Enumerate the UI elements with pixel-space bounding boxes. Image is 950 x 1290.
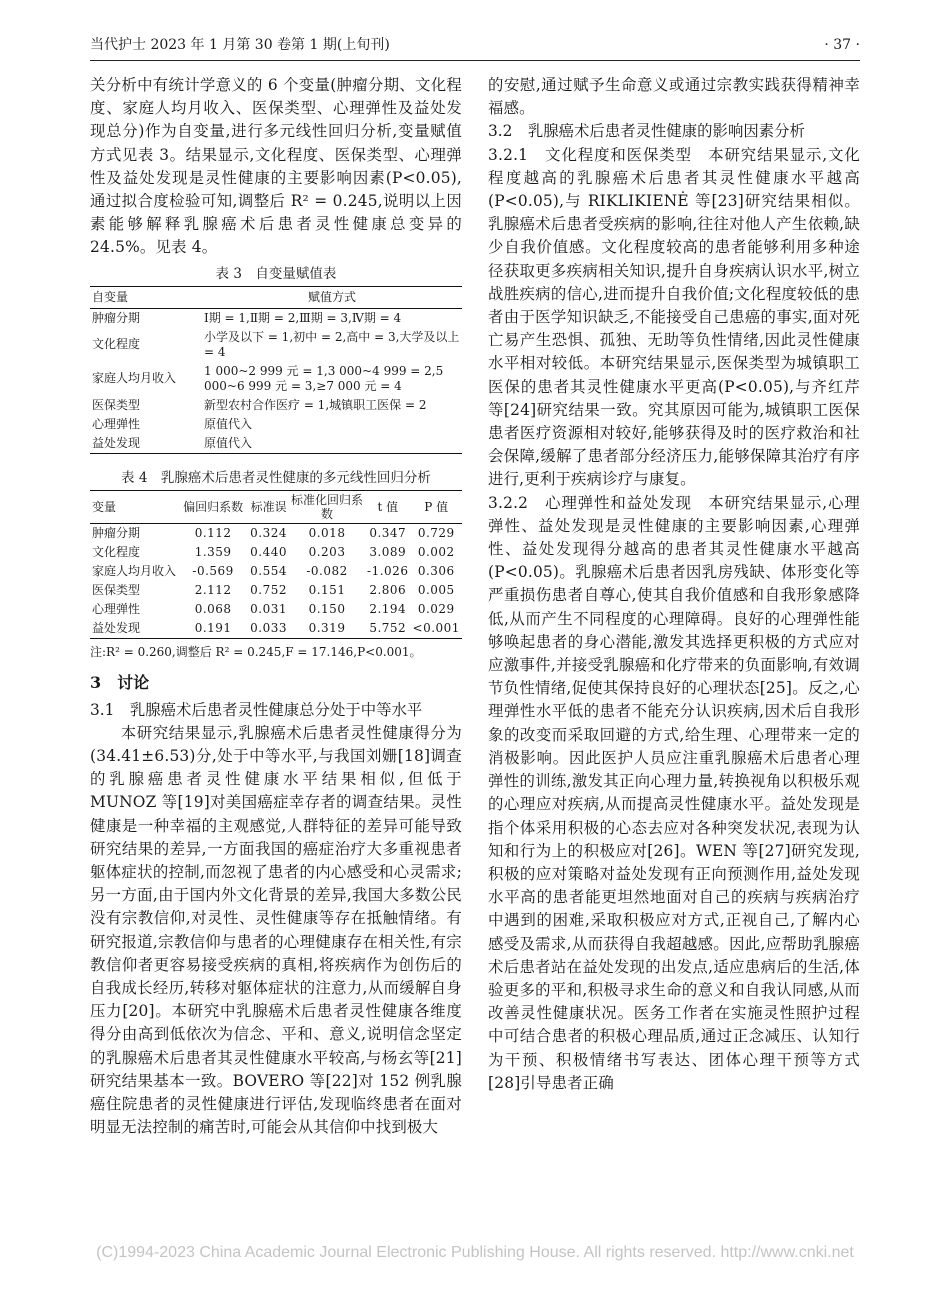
table-cell: 5.752 [369,620,407,635]
table-cell: 0.112 [194,525,232,540]
table-cell: 益处发现 [92,620,141,635]
table-row [90,581,462,600]
table-cell: 小学及以下 = 1,初中 = 2,高中 = 3,大学及以上 = 4 [204,329,460,359]
table-cell: 2.194 [369,601,407,616]
table-cell: <0.001 [412,620,460,635]
table-cell: 0.191 [194,620,232,635]
table-cell: 医保类型 [92,582,141,597]
table-cell: 3.089 [369,544,407,559]
table-row [90,543,462,562]
table-cell: 0.018 [308,525,346,540]
intro-paragraph: 关分析中有统计学意义的 6 个变量(肿瘤分期、文化程度、家庭人均月收入、医保类型、心理弹性及益处发现总分)作为自变量,进行多元线性回归分析,变量赋值方式见表 3。结果显示,文化程度、医保类型、心理弹性及益处发现是灵性健康的主要影响因素(P<0.05),通过拟合度检验可知,调整后 R² = 0.245,说明以上因素能够解释乳腺癌术后患者灵性健康总变异的 24.5%。见表 4。 [90,76,462,257]
table-cell: 0.002 [417,544,455,559]
section-heading-3-1: 3.1 乳腺癌术后患者灵性健康总分处于中等水平 [90,700,423,719]
section-heading-3-2-2: 3.2.2 心理弹性和益处发现 [488,493,692,512]
table-cell: 0.151 [308,582,346,597]
table4-caption: 表 4 乳腺癌术后患者灵性健康的多元线性回归分析 [121,469,431,486]
table4-header: 标准化回归系数 [289,490,365,523]
table4-header: 标准误 [248,490,289,523]
table-row [90,396,462,415]
table-row [90,562,462,581]
paragraph-3-2-1 [488,144,860,492]
table-cell: -1.026 [367,563,409,578]
table-cell: 1.359 [194,544,232,559]
table4-header: t 值 [365,490,410,523]
table-cell: 家庭人均月收入 [92,563,177,578]
table-row [90,308,462,328]
paragraph-continuation: 的安慰,通过赋予生命意义或通过宗教实践获得精神幸福感。 [488,76,860,118]
table-cell: 0.031 [250,601,287,616]
paragraph-3-2-1-body: 本研究结果显示,文化程度越高的乳腺癌术后患者其灵性健康水平越高(P<0.05),与 RIKLIKIENĖ 等[23]研究结果相似。乳腺癌术后患者受疾病的影响,往往对他人产生依赖,缺少自我价值感。文化程度较高的患者能够利用多种途径获取更多疾病相关知识,提升自身疾病认识水平,树立战胜疾病的信心,进而提升自我价值;文化程度较低的患者由于医学知识缺乏,不能接受自己患癌的事实,面对死亡易产生恐惧、孤独、无助等负性情绪,因此灵性健康水平相对较低。本研究结果显示,医保类型为城镇职工医保的患者其灵性健康水平更高(P<0.05),与齐红芹等[24]研究结果一致。究其原因可能为,城镇职工医保患者医疗资源相对较好,能够获得及时的医疗救治和社会保障,缓解了患者部分经济压力,能够保障其治疗有序进行,更利于疾病诊疗与康复。 [488,145,860,489]
table4-header: 变量 [90,490,178,523]
journal-info: 当代护士 2023 年 1 月第 30 卷第 1 期(上旬刊) [90,37,390,53]
paragraph-3-2-2-body: 本研究结果显示,心理弹性、益处发现是灵性健康的主要影响因素,心理弹性、益处发现得分越高的患者其灵性健康水平越高(P<0.05)。乳腺癌术后患者因乳房残缺、体形变化等严重损伤患者自尊心,使其自我价值感和自我形象感降低,从而产生不同程度的心理障碍。良好的心理弹性能够唤起患者的身心潜能,激发其选择更积极的方式应对应激事件,并接受乳腺癌和化疗带来的负面影响,有效调节负性情绪,促使其保持良好的心理状态[25]。反之,心理弹性水平低的患者不能充分认识疾病,因术后自我形象的改变而采取回避的方式,给生理、心理带来一定的消极影响。因此医护人员应注重乳腺癌术后患者心理弹性的训练,激发其正向心理力量,转换视角以积极乐观的心理应对疾病,从而提高灵性健康水平。益处发现是指个体采用积极的心态去应对各种突发状况,表现为认知和行为上的积极应对[26]。WEN 等[27]研究发现,积极的应对策略对益处发现有正向预测作用,益处发现水平高的患者能更坦然地面对自己的疾病与疾病治疗中遇到的困难,采取积极应对方式,正视自己,了解内心感受及需求,从而获得自我超越感。因此,应帮助乳腺癌术后患者站在益处发现的出发点,适应患病后的生活,体验更多的平和,积极寻求生命的意义和自我认同感,从而改善灵性健康状况。医务工作者在实施灵性照护过程中可结合患者的积极心理品质,通过正念减压、认知行为干预、积极情绪书写表达、团体心理干预等方式[28]引导患者正确 [488,493,860,1092]
table-cell: 0.150 [308,601,346,616]
table-cell: 0.324 [250,525,287,540]
table4-note: 注:R² = 0.260,调整后 R² = 0.245,F = 17.146,P<0.001。 [90,644,422,659]
table-cell: 0.005 [417,582,455,597]
table-cell: 肿瘤分期 [92,525,141,540]
table-row [90,362,462,396]
table-cell: -0.569 [192,563,234,578]
table4-header: 偏回归系数 [178,490,248,523]
section-heading-3-2: 3.2 乳腺癌术后患者灵性健康的影响因素分析 [488,122,805,141]
table-row [90,434,462,454]
table-cell: 0.440 [250,544,287,559]
table-cell: 0.729 [417,525,455,540]
paragraph-3-2-2 [488,492,860,1095]
right-column [488,74,860,1095]
table-cell: 心理弹性 [92,416,141,431]
table-cell: 0.554 [250,563,287,578]
table-cell: 0.347 [369,525,407,540]
table3-header-method: 赋值方式 [202,286,462,308]
table-cell: 原值代入 [204,416,253,431]
table4-header: P 值 [411,490,463,523]
table-cell: 肿瘤分期 [92,310,141,325]
table-cell: 文化程度 [92,544,141,559]
section-heading-discussion: 3 讨论 [90,672,150,692]
left-column [90,74,462,1139]
table-row [90,328,462,362]
table-row [90,600,462,619]
table-row [90,523,462,543]
table-cell: -0.082 [306,563,348,578]
section-heading-3-2-1: 3.2.1 文化程度和医保类型 [488,145,692,164]
table-cell: 新型农村合作医疗 = 1,城镇职工医保 = 2 [204,397,427,412]
table-row [90,415,462,434]
table-cell: 0.203 [308,544,346,559]
page-number: · 37 · [824,37,860,53]
table-cell: 1 000~2 999 元 = 1,3 000~4 999 = 2,5 000~6 999 元 = 3,≥7 000 元 = 4 [204,363,444,393]
table-row [90,619,462,639]
table-cell: Ⅰ期 = 1,Ⅱ期 = 2,Ⅲ期 = 3,Ⅳ期 = 4 [204,310,402,325]
table-cell: 0.033 [250,620,287,635]
table-cell: 2.112 [194,582,232,597]
table-cell: 0.029 [417,601,455,616]
table-3 [90,286,462,454]
table-cell: 益处发现 [92,435,141,450]
table-4 [90,490,462,639]
table3-caption: 表 3 自变量赋值表 [215,265,337,282]
table-cell: 0.319 [308,620,346,635]
table-cell: 2.806 [369,582,407,597]
page-header [90,34,860,61]
paragraph-3-1: 本研究结果显示,乳腺癌术后患者灵性健康得分为(34.41±6.53)分,处于中等水平,与我国刘姗[18]调查的乳腺癌患者灵性健康水平结果相似,但低于 MUNOZ 等[19]对美国癌症幸存者的调查结果。灵性健康是一种幸福的主观感觉,人群特征的差异可能导致研究结果的差异,一方面我国的癌症治疗大多重视患者躯体症状的控制,而忽视了患者的内心感受和心灵需求;另一方面,由于国内外文化背景的差异,我国大多数公民没有宗教信仰,对灵性、灵性健康等存在抵触情绪。有研究报道,宗教信仰与患者的心理健康存在相关性,有宗教信仰者更容易接受疾病的真相,将疾病作为创伤后的自我成长经历,转移对躯体症状的注意力,从而缓解自身压力[20]。本研究中乳腺癌术后患者灵性健康各维度得分由高到低依次为信念、平和、意义,说明信念坚定的乳腺癌术后患者其灵性健康水平较高,与杨玄等[21]研究结果基本一致。BOVERO 等[22]对 152 例乳腺癌住院患者的灵性健康进行评估,发现临终患者在面对明显无法控制的痛苦时,可能会从其信仰中找到极大 [90,723,462,1137]
table-cell: 文化程度 [92,337,141,352]
copyright-footer: (C)1994-2023 China Academic Journal Electronic Publishing House. All rights reserved. http://www.cnki.net [96,1244,854,1261]
table-cell: 原值代入 [204,435,253,450]
table-cell: 家庭人均月收入 [92,371,177,386]
table-cell: 心理弹性 [92,601,141,616]
table3-header-var: 自变量 [90,286,202,308]
table-cell: 医保类型 [92,397,141,412]
table-cell: 0.306 [417,563,455,578]
table-cell: 0.068 [194,601,232,616]
table-cell: 0.752 [250,582,287,597]
